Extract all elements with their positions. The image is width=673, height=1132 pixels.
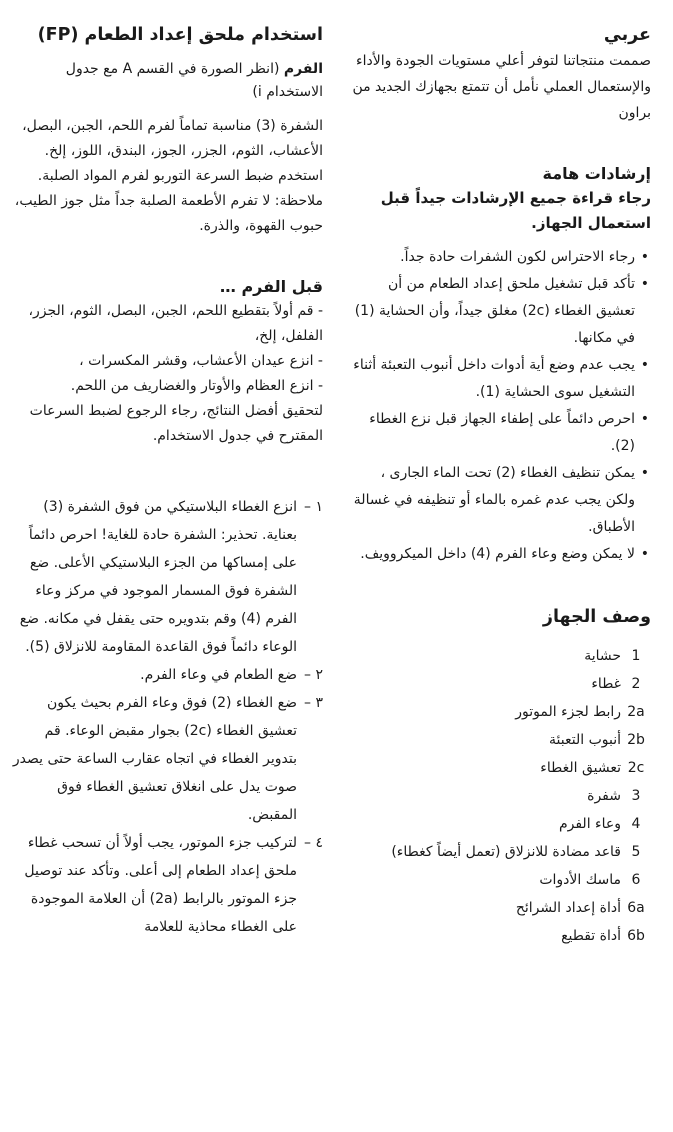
before-item: - قم أولاً بتقطيع اللحم، الجبن، البصل، الثوم، الجزر، الفلفل، إلخ،	[28, 303, 323, 344]
safety-heading: إرشادات هامة	[542, 164, 651, 183]
step-number: ٤ –	[304, 835, 323, 851]
part-number: 5	[631, 844, 641, 860]
step-number: ٢ –	[304, 667, 323, 683]
part-label: شفرة	[587, 788, 621, 804]
part-label: رابط لجزء الموتور	[515, 704, 621, 720]
part-item	[351, 866, 651, 894]
part-item	[351, 726, 651, 754]
part-number: 6a	[627, 900, 645, 916]
parts-list	[351, 642, 651, 950]
before-chopping-tip: لتحقيق أفضل النتائج، رجاء الرجوع لضبط السرعات المقترح في جدول الاستخدام.	[29, 403, 323, 444]
part-label: تعشيق الغطاء	[540, 760, 621, 776]
part-item	[351, 698, 651, 726]
step-number: ١ –	[304, 499, 323, 515]
step-text: انزع الغطاء البلاستيكي من فوق الشفرة (3) بعناية. تحذير: الشفرة حادة للغاية! احرص دائماً على إمساكها من الجزء البلاستيكي الأعلى. ضع الشفرة فوق المسمار الموجود في مركز وعاء الفرم (4) وقم بتدويره حتى يقفل في مكانه. ضع الوعاء دائماً فوق القاعدة المقاومة للانزلاق (5).	[19, 499, 297, 655]
note-paragraph: ملاحظة: لا تفرم الأطعمة الصلبة جداً مثل جوز الطيب، حبوب القهوة، والذرة.	[14, 193, 323, 234]
part-label: أنبوب التعبئة	[549, 732, 621, 748]
safety-warning: رجاء قراءة جميع الإرشادات جيداً قبل استعمال الجهاز.	[380, 189, 651, 232]
part-label: حشاية	[584, 648, 621, 664]
step-item	[8, 661, 323, 689]
before-item: - انزع العظام والأوتار والغضاريف من اللحم.	[70, 378, 323, 394]
safety-item: • يجب عدم وضع أية أدوات داخل أنبوب التعبئة أثناء التشغيل سوى الحشاية (1).	[351, 352, 651, 406]
part-number: 2	[631, 676, 641, 692]
before-item: - انزع عيدان الأعشاب، وقشر المكسرات ،	[79, 353, 323, 369]
step-item	[8, 689, 323, 829]
before-chopping-heading: قبل الفرم …	[219, 277, 323, 296]
blade-paragraph: الشفرة (3) مناسبة تماماً لفرم اللحم، الجبن، البصل، الأعشاب، الثوم، الجزر، الجوز، البندق، اللوز، إلخ. استخدم ضبط السرعة التوربو لفرم المواد الصلبة.	[22, 118, 323, 184]
step-text: لتركيب جزء الموتور، يجب أولاً أن تسحب غطاء ملحق إعداد الطعام إلى أعلى. وتأكد عند توصيل جزء الموتور بالرابط (2a) أن العلامة الموجودة على الغطاء محاذية للعلامة	[24, 835, 297, 935]
part-label: وعاء الفرم	[558, 816, 621, 832]
part-item	[351, 810, 651, 838]
part-number: 2c	[627, 760, 645, 776]
part-label: ماسك الأدوات	[539, 872, 621, 888]
part-item	[351, 642, 651, 670]
safety-item: • رجاء الاحتراس لكون الشفرات حادة جداً.	[351, 244, 651, 271]
before-chopping-list	[8, 299, 323, 399]
part-item	[351, 754, 651, 782]
left-column	[8, 22, 323, 941]
part-label: غطاء	[591, 676, 621, 692]
step-item	[8, 493, 323, 661]
part-number: 2a	[627, 704, 645, 720]
step-text: ضع الطعام في وعاء الفرم.	[140, 667, 297, 683]
step-text: ضع الغطاء (2) فوق وعاء الفرم بحيث يكون تعشيق الغطاء (2c) بجوار مقبض الوعاء. قم بتدوير الغطاء في اتجاه عقارب الساعة حتى يصدر صوت يدل على انغلاق تعشيق الغطاء فوق المقبض.	[12, 695, 297, 823]
part-label: أداة إعداد الشرائح	[515, 900, 621, 916]
safety-item: • احرص دائماً على إطفاء الجهاز قبل نزع الغطاء (2).	[351, 406, 651, 460]
step-item	[8, 829, 323, 941]
chopping-intro	[8, 58, 323, 104]
part-number: 2b	[627, 732, 645, 748]
safety-item: • لا يمكن وضع وعاء الفرم (4) داخل الميكروويف.	[351, 541, 651, 568]
usage-heading: استخدام ملحق إعداد الطعام (FP)	[37, 25, 323, 45]
part-number: 1	[631, 648, 641, 664]
step-number: ٣ –	[304, 695, 323, 711]
chopping-reference: (انظر الصورة في القسم A مع جدول الاستخدام i)	[65, 61, 323, 100]
part-item	[351, 838, 651, 866]
description-heading: وصف الجهاز	[542, 607, 651, 627]
part-item	[351, 782, 651, 810]
intro-paragraph: صممت منتجاتنا لتوفر أعلي مستويات الجودة والأداء والإستعمال العملي نأمل أن تتمتع بجهازك الجديد من براون	[352, 53, 651, 121]
part-item	[351, 894, 651, 922]
part-label: أداة تقطيع	[561, 928, 621, 944]
safety-item: • تأكد قبل تشغيل ملحق إعداد الطعام من أن تعشيق الغطاء (2c) مغلق جيداً، وأن الحشاية (1) في مكانها.	[351, 271, 651, 352]
part-number: 6	[631, 872, 641, 888]
safety-list	[351, 244, 651, 568]
safety-item: • يمكن تنظيف الغطاء (2) تحت الماء الجارى ، ولكن يجب عدم غمره بالماء أو تنظيفه في غسالة الأطباق.	[351, 460, 651, 541]
part-label: قاعد مضادة للانزلاق (تعمل أيضاً كغطاء)	[391, 844, 621, 860]
chopping-label: الفرم	[283, 61, 323, 77]
language-heading: عربي	[603, 25, 651, 45]
right-column	[351, 22, 651, 950]
part-number: 4	[631, 816, 641, 832]
steps-list	[8, 493, 323, 941]
part-item	[351, 670, 651, 698]
part-number: 3	[631, 788, 641, 804]
part-item	[351, 922, 651, 950]
part-number: 6b	[627, 928, 645, 944]
